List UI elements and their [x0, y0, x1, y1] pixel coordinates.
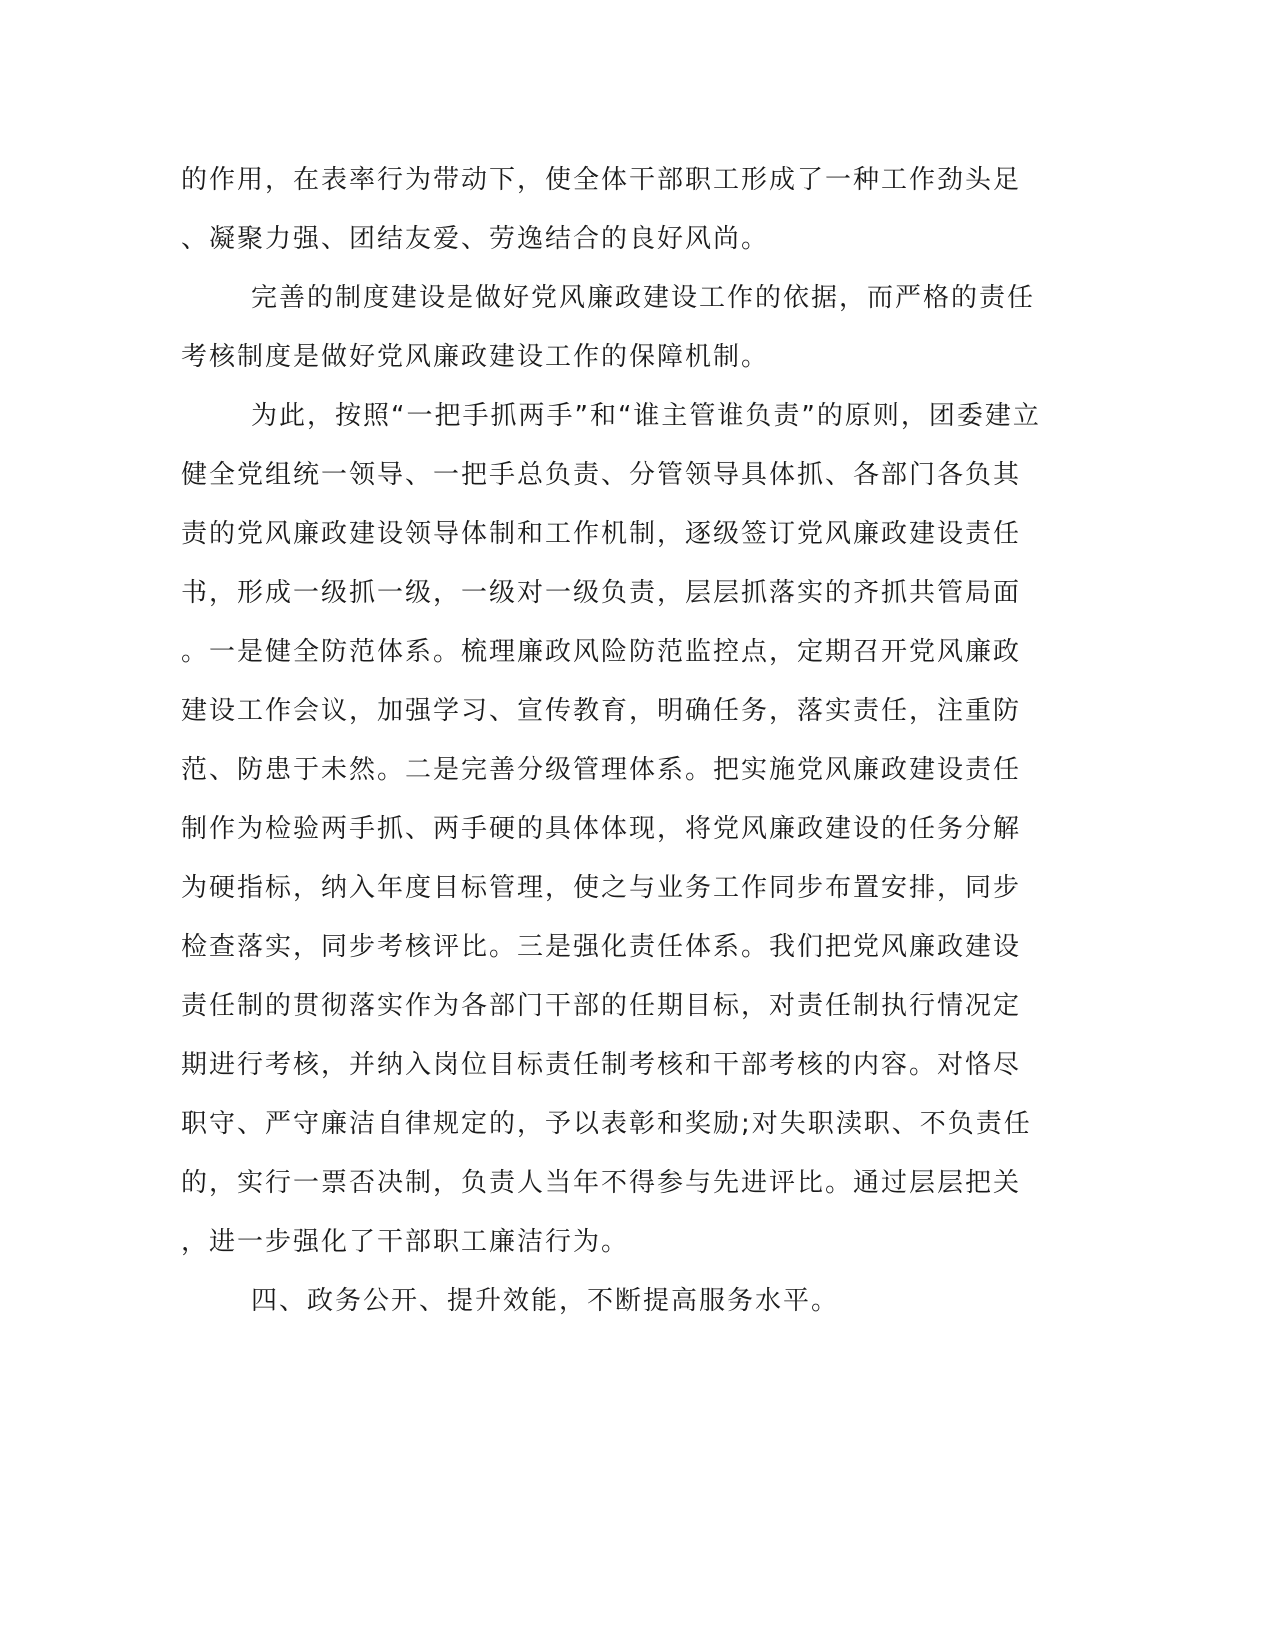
text-line: 期进行考核，并纳入岗位目标责任制考核和干部考核的内容。对恪尽	[181, 1050, 1022, 1080]
text-line: 健全党组统一领导、一把手总负责、分管领导具体抓、各部门各负其	[181, 460, 1022, 490]
text-line: 范、防患于未然。二是完善分级管理体系。把实施党风廉政建设责任	[181, 755, 1022, 785]
text-line: 。一是健全防范体系。梳理廉政风险防范监控点，定期召开党风廉政	[181, 637, 1022, 667]
text-line: 书，形成一级抓一级，一级对一级负责，层层抓落实的齐抓共管局面	[181, 578, 1022, 608]
text-line: 职守、严守廉洁自律规定的，予以表彰和奖励;对失职渎职、不负责任	[181, 1109, 1032, 1139]
text-line: 、凝聚力强、团结友爱、劳逸结合的良好风尚。	[181, 224, 770, 254]
text-line: ，进一步强化了干部职工廉洁行为。	[181, 1227, 630, 1257]
section-heading: 四、政务公开、提升效能，不断提高服务水平。	[251, 1286, 840, 1316]
text-line: 建设工作会议，加强学习、宣传教育，明确任务，落实责任，注重防	[181, 696, 1022, 726]
text-line: 完善的制度建设是做好党风廉政建设工作的依据，而严格的责任	[251, 283, 1036, 313]
text-line: 责的党风廉政建设领导体制和工作机制，逐级签订党风廉政建设责任	[181, 519, 1022, 549]
text-line: 检查落实，同步考核评比。三是强化责任体系。我们把党风廉政建设	[181, 932, 1022, 962]
text-line: 为此，按照“一把手抓两手”和“谁主管谁负责”的原则，团委建立	[251, 401, 1041, 431]
text-line: 的，实行一票否决制，负责人当年不得参与先进评比。通过层层把关	[181, 1168, 1022, 1198]
text-line: 考核制度是做好党风廉政建设工作的保障机制。	[181, 342, 770, 372]
text-line: 为硬指标，纳入年度目标管理，使之与业务工作同步布置安排，同步	[181, 873, 1022, 903]
text-line: 责任制的贯彻落实作为各部门干部的任期目标，对责任制执行情况定	[181, 991, 1022, 1021]
text-line: 制作为检验两手抓、两手硬的具体体现，将党风廉政建设的任务分解	[181, 814, 1022, 844]
text-line: 的作用，在表率行为带动下，使全体干部职工形成了一种工作劲头足	[181, 165, 1022, 195]
